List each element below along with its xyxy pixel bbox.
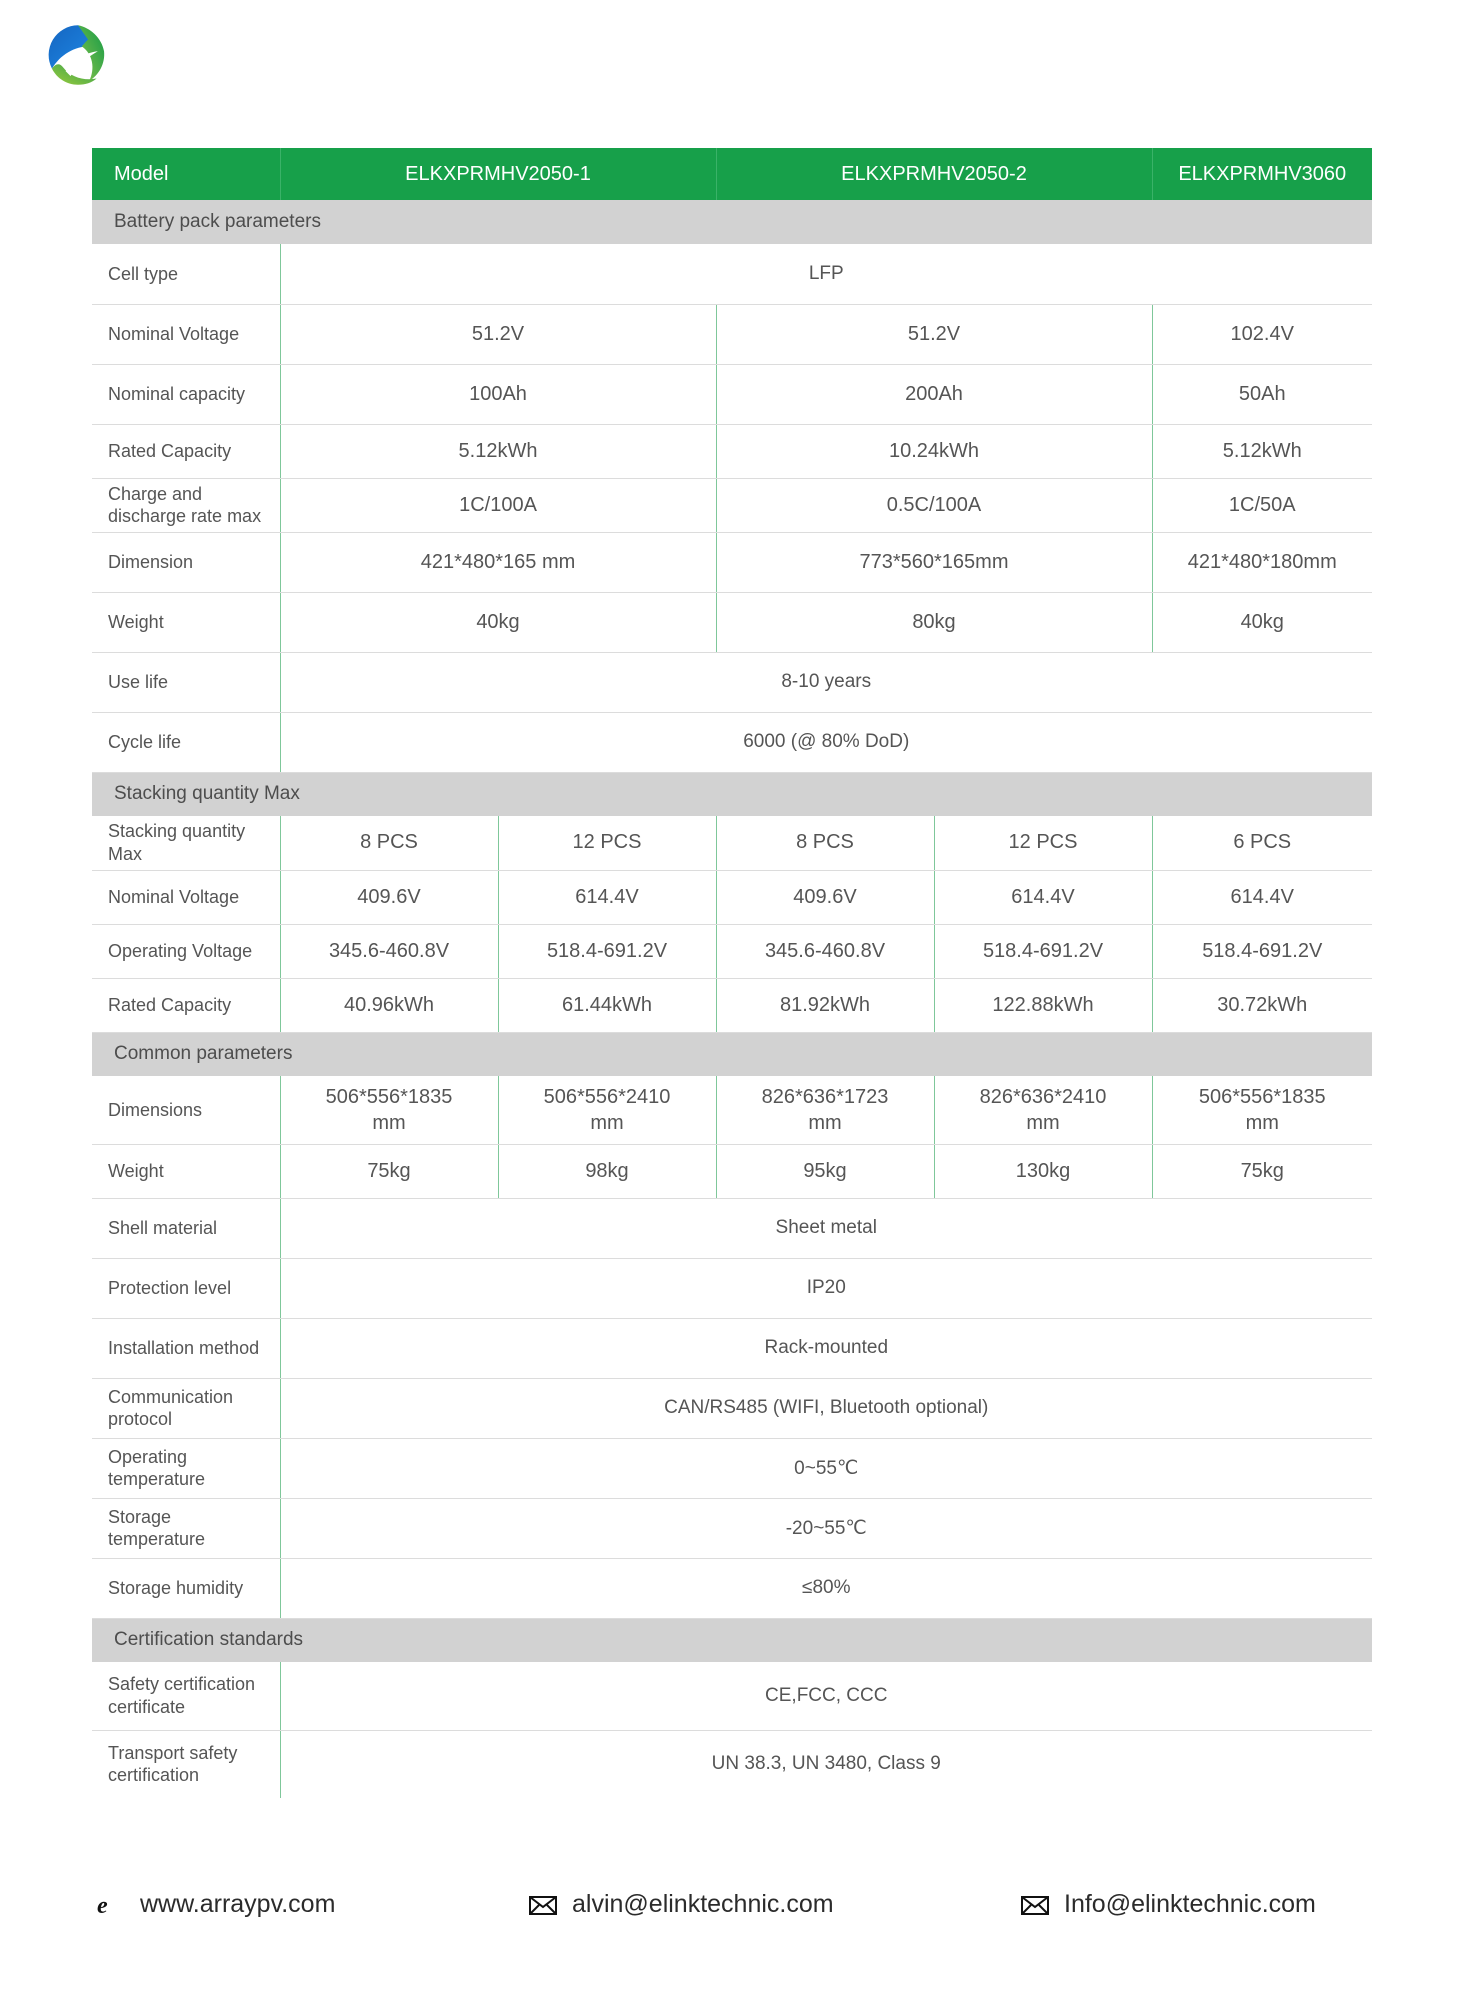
row-value: 130kg <box>934 1144 1152 1198</box>
row-value: 122.88kWh <box>934 978 1152 1032</box>
row-value-unit: mm <box>372 1111 406 1134</box>
arraypv-logo <box>47 24 109 86</box>
row-value: 421*480*165 mm <box>280 532 716 592</box>
row-value: 409.6V <box>716 870 934 924</box>
row-label: Stacking quantity Max <box>92 816 280 870</box>
row-value: 12 PCS <box>498 816 716 870</box>
row-label: Dimension <box>92 532 280 592</box>
row-label: Storage humidity <box>92 1558 280 1618</box>
row-value-unit: mm <box>1245 1111 1279 1134</box>
row-value-number: 826*636*2410 <box>979 1085 1107 1108</box>
row-value: 773*560*165mm <box>716 532 1152 592</box>
section-common-parameters <box>92 1032 1372 1076</box>
row-value-merged: IP20 <box>280 1258 1372 1318</box>
row-value-merged: 0~55℃ <box>280 1438 1372 1498</box>
row-value: 421*480*180mm <box>1152 532 1372 592</box>
header-model-1: ELKXPRMHV2050-1 <box>280 148 716 200</box>
row-label: Nominal Voltage <box>92 304 280 364</box>
row-label: Communication protocol <box>92 1378 280 1438</box>
row-value: 345.6-460.8V <box>280 924 498 978</box>
table-row <box>92 1438 1372 1498</box>
row-value-merged: LFP <box>280 244 1372 304</box>
row-value: 98kg <box>498 1144 716 1198</box>
row-value: 1C/50A <box>1152 478 1372 532</box>
row-value: 80kg <box>716 592 1152 652</box>
table-row <box>92 1076 1372 1144</box>
table-row <box>92 1662 1372 1730</box>
row-value-number: 506*556*2410 <box>543 1085 671 1108</box>
row-value <box>1152 1076 1372 1144</box>
table-row <box>92 978 1372 1032</box>
row-value: 12 PCS <box>934 816 1152 870</box>
table-row <box>92 816 1372 870</box>
row-label: Transport safety certification <box>92 1730 280 1798</box>
row-value: 345.6-460.8V <box>716 924 934 978</box>
row-value: 409.6V <box>280 870 498 924</box>
row-label: Shell material <box>92 1198 280 1258</box>
row-value: 40kg <box>1152 592 1372 652</box>
section-title: Stacking quantity Max <box>92 772 1372 816</box>
table-row <box>92 1318 1372 1378</box>
row-value: 51.2V <box>280 304 716 364</box>
row-value: 40.96kWh <box>280 978 498 1032</box>
section-title: Battery pack parameters <box>92 200 1372 244</box>
row-value-number: 826*636*1723 <box>761 1085 889 1108</box>
section-certification-standards <box>92 1618 1372 1662</box>
header-model-2: ELKXPRMHV2050-2 <box>716 148 1152 200</box>
row-label: Use life <box>92 652 280 712</box>
header-model-label: Model <box>92 148 280 200</box>
row-label: Nominal Voltage <box>92 870 280 924</box>
footer-email-1[interactable] <box>528 1890 834 1919</box>
row-value: 30.72kWh <box>1152 978 1372 1032</box>
row-value-unit: mm <box>1026 1111 1060 1134</box>
row-value: 6 PCS <box>1152 816 1372 870</box>
footer-contact-bar <box>0 1880 1472 1950</box>
table-row <box>92 1144 1372 1198</box>
row-value: 95kg <box>716 1144 934 1198</box>
row-value: 1C/100A <box>280 478 716 532</box>
section-title: Certification standards <box>92 1618 1372 1662</box>
row-value: 200Ah <box>716 364 1152 424</box>
table-row <box>92 1198 1372 1258</box>
row-value: 518.4-691.2V <box>934 924 1152 978</box>
row-value: 61.44kWh <box>498 978 716 1032</box>
table-row <box>92 532 1372 592</box>
table-row <box>92 712 1372 772</box>
section-battery-pack <box>92 200 1372 244</box>
table-row <box>92 924 1372 978</box>
row-label: Storage temperature <box>92 1498 280 1558</box>
row-label: Dimensions <box>92 1076 280 1144</box>
table-row <box>92 1730 1372 1798</box>
row-label: Cell type <box>92 244 280 304</box>
row-value-merged: ≤80% <box>280 1558 1372 1618</box>
row-label: Rated Capacity <box>92 978 280 1032</box>
footer-website[interactable] <box>96 1890 335 1919</box>
row-value-merged: CE,FCC, CCC <box>280 1662 1372 1730</box>
row-value-merged: Sheet metal <box>280 1198 1372 1258</box>
table-row <box>92 364 1372 424</box>
row-value-number: 506*556*1835 <box>1198 1085 1326 1108</box>
row-value-merged: 6000 (@ 80% DoD) <box>280 712 1372 772</box>
row-value: 50Ah <box>1152 364 1372 424</box>
row-value: 8 PCS <box>716 816 934 870</box>
row-value: 75kg <box>1152 1144 1372 1198</box>
footer-website-text: www.arraypv.com <box>140 1890 336 1918</box>
row-value: 5.12kWh <box>280 424 716 478</box>
section-title: Common parameters <box>92 1032 1372 1076</box>
row-value-merged: UN 38.3, UN 3480, Class 9 <box>711 1753 941 1775</box>
envelope-icon <box>1020 1892 1050 1918</box>
row-value: 614.4V <box>1152 870 1372 924</box>
row-label: Charge and discharge rate max <box>92 478 280 532</box>
row-value: 81.92kWh <box>716 978 934 1032</box>
row-value: 40kg <box>280 592 716 652</box>
row-label: Rated Capacity <box>92 424 280 478</box>
row-label: Cycle life <box>92 712 280 772</box>
row-value: 614.4V <box>934 870 1152 924</box>
row-value: 8 PCS <box>280 816 498 870</box>
table-row <box>92 424 1372 478</box>
section-stacking-quantity <box>92 772 1372 816</box>
envelope-icon <box>528 1892 558 1918</box>
table-row <box>92 478 1372 532</box>
row-label: Protection level <box>92 1258 280 1318</box>
row-value-merged: CAN/RS485 (WIFI, Bluetooth optional) <box>280 1378 1372 1438</box>
table-row <box>92 652 1372 712</box>
table-row <box>92 1258 1372 1318</box>
row-value: 614.4V <box>498 870 716 924</box>
footer-email-2[interactable] <box>1020 1890 1316 1919</box>
row-value: 518.4-691.2V <box>1152 924 1372 978</box>
table-bottom-stub <box>92 1498 1372 1538</box>
label-column-divider <box>280 1499 281 1539</box>
row-value: 75kg <box>280 1144 498 1198</box>
row-value-merged: -20~55℃ <box>280 1498 1372 1558</box>
row-label: Nominal capacity <box>92 364 280 424</box>
specification-table <box>92 148 1372 1798</box>
row-value: 100Ah <box>280 364 716 424</box>
globe-icon <box>96 1892 126 1918</box>
row-value-merged: 8-10 years <box>280 652 1372 712</box>
footer-email-1-text: alvin@elinktechnic.com <box>572 1890 834 1918</box>
table-row <box>92 244 1372 304</box>
header-model-3: ELKXPRMHV3060 <box>1152 148 1372 200</box>
row-label: Operating temperature <box>92 1438 280 1498</box>
table-row <box>92 304 1372 364</box>
row-value <box>934 1076 1152 1144</box>
row-value: 0.5C/100A <box>716 478 1152 532</box>
row-value: 5.12kWh <box>1152 424 1372 478</box>
row-value-unit: mm <box>808 1111 842 1134</box>
row-value: 518.4-691.2V <box>498 924 716 978</box>
table-row <box>92 870 1372 924</box>
row-value <box>280 1076 498 1144</box>
row-label: Safety certification certificate <box>92 1662 280 1730</box>
row-label: Operating Voltage <box>92 924 280 978</box>
row-value <box>498 1076 716 1144</box>
table-row <box>92 1558 1372 1618</box>
row-value: 51.2V <box>716 304 1152 364</box>
footer-email-2-text: Info@elinktechnic.com <box>1064 1890 1316 1918</box>
svg-text:e: e <box>97 1892 108 1918</box>
row-value-number: 506*556*1835 <box>325 1085 453 1108</box>
row-value: 10.24kWh <box>716 424 1152 478</box>
row-value-unit: mm <box>590 1111 624 1134</box>
row-value-merged: Rack-mounted <box>280 1318 1372 1378</box>
table-row <box>92 592 1372 652</box>
row-value: 102.4V <box>1152 304 1372 364</box>
table-row <box>92 1378 1372 1438</box>
row-value <box>716 1076 934 1144</box>
row-label: Weight <box>92 592 280 652</box>
row-label: Weight <box>92 1144 280 1198</box>
table-header-row <box>92 148 1372 200</box>
row-label: Installation method <box>92 1318 280 1378</box>
